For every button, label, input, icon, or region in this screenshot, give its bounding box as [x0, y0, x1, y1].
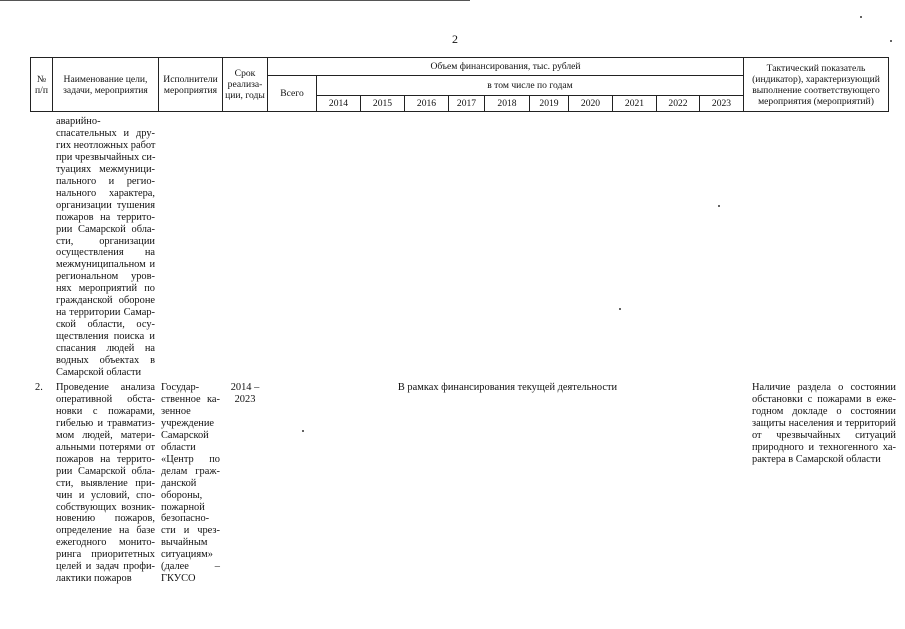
continuation-line: межмуниципальном и	[56, 259, 155, 271]
row2-executor-line: делам граж-	[161, 465, 220, 477]
header-year: 2016	[405, 96, 449, 112]
continuation-line: ществления поиска и	[56, 331, 155, 343]
continuation-line: сти, организации	[56, 235, 155, 247]
header-table	[30, 57, 889, 112]
row2-indicator-line: защиты населения и территорий	[752, 417, 896, 429]
continuation-line: водных объектах в	[56, 355, 155, 367]
row2-name-line: собствующих возник-	[56, 501, 155, 513]
header-indicator: Тактический показатель (индикатор), характеризующий выполнение соответствующего мероприятия (мероприятий)	[744, 58, 889, 112]
continuation-line: аварийно-	[56, 116, 101, 127]
row2-executor-line: ситуациям»	[161, 549, 213, 561]
scan-speck	[718, 205, 720, 207]
scan-speck	[302, 430, 304, 432]
row2-name-line: гибелью и травматиз-	[56, 417, 155, 429]
header-financing: Объем финансирования, тыс. рублей	[268, 58, 744, 76]
row2-indicator-line: рактера в Самарской области	[752, 453, 881, 465]
row2-indicator	[752, 382, 896, 466]
row2-executor-line: ственное ка-	[161, 393, 220, 405]
header-year: 2014	[317, 96, 361, 112]
row2-name-line: альными потерями от	[56, 441, 155, 453]
row2-executor-line: пожарной	[161, 501, 205, 513]
header-year: 2019	[530, 96, 569, 112]
continuation-text	[56, 116, 155, 379]
header-name: Наименование цели, задачи, мероприятия	[53, 58, 159, 112]
row2-executor-line: ГКУСО	[161, 573, 196, 585]
scan-speck	[619, 308, 621, 310]
row2-name-line: определение на базе	[56, 525, 155, 537]
header-term: Срок реализа-ции, годы	[223, 58, 268, 112]
scan-speck	[860, 16, 862, 18]
continuation-line: спасательных и дру-	[56, 127, 155, 139]
continuation-line: нального характера,	[56, 187, 155, 199]
header-num: № п/п	[31, 58, 53, 112]
row2-executor-line: данской	[161, 477, 197, 489]
continuation-line: пожаров на террито-	[56, 211, 155, 223]
continuation-line: организации тушения	[56, 199, 155, 211]
continuation-line: осуществления на	[56, 247, 155, 259]
continuation-line: нях мероприятий по	[56, 283, 155, 295]
row2-executor-line: зенное	[161, 405, 191, 417]
row2-name	[56, 382, 155, 585]
top-border-line	[0, 0, 470, 1]
row2-executor-line: вычайным	[161, 537, 208, 549]
continuation-line: при чрезвычайных си-	[56, 151, 156, 163]
header-executors: Исполнители мероприятия	[159, 58, 223, 112]
row2-executor-line: (далее –	[161, 561, 220, 573]
row2-executor-line: безопасно-	[161, 513, 210, 525]
continuation-line: туациях межмуници-	[56, 163, 155, 175]
row2-executor-line: обороны,	[161, 489, 203, 501]
row2-indicator-line: природного и техногенного ха-	[752, 441, 896, 453]
row2-indicator-line: от чрезвычайных ситуаций	[752, 429, 896, 441]
header-year: 2021	[613, 96, 657, 112]
header-year: 2023	[700, 96, 744, 112]
row2-executor-line: Государ-	[161, 382, 200, 393]
row2-name-line: рии Самарской обла-	[56, 465, 155, 477]
continuation-line: гражданской обороне	[56, 295, 155, 307]
page-number: 2	[452, 32, 458, 46]
continuation-line: пального и регио-	[56, 175, 155, 187]
row2-executor-line: «Центр по	[161, 453, 220, 465]
row2-indicator-line: Наличие раздела о состоянии	[752, 382, 896, 393]
scan-speck	[890, 40, 892, 42]
row2-financing: В рамках финансирования текущей деятельности	[397, 382, 618, 393]
continuation-line: Самарской области	[56, 367, 142, 379]
header-year: 2022	[657, 96, 700, 112]
continuation-line: региональном уров-	[56, 271, 155, 283]
continuation-line: спасания людей на	[56, 343, 155, 355]
row2-name-line: целей и задач профи-	[56, 561, 155, 573]
row2-name-line: ринга приоритетных	[56, 549, 155, 561]
continuation-line: ской области, осу-	[56, 319, 155, 331]
continuation-line: на территории Самар-	[56, 307, 155, 319]
row2-name-line: лактики пожаров	[56, 573, 132, 585]
row2-name-line: новки с пожарами,	[56, 405, 155, 417]
row2-name-line: сти, выявление при-	[56, 477, 155, 489]
header-year: 2017	[449, 96, 485, 112]
row2-name-line: новению пожаров,	[56, 513, 155, 525]
row2-executor-line: сти и чрез-	[161, 525, 220, 537]
row2-name-line: ежегодного монито-	[56, 537, 155, 549]
header-year: 2015	[361, 96, 405, 112]
continuation-line: гих неотложных работ	[56, 139, 156, 151]
header-by-years: в том числе по годам	[317, 76, 744, 96]
row2-name-line: чин и условий, спо-	[56, 489, 155, 501]
row2-executor-line: области	[161, 441, 196, 453]
row2-indicator-line: годном докладе о состоянии	[752, 405, 896, 417]
row2-number: 2.	[35, 382, 43, 393]
row2-name-line: мом людей, матери-	[56, 429, 155, 441]
header-year: 2018	[485, 96, 530, 112]
row2-name-line: Проведение анализа	[56, 382, 155, 393]
row2-name-line: оперативной обста-	[56, 393, 155, 405]
row2-term	[228, 382, 262, 406]
row2-name-line: пожаров на террито-	[56, 453, 155, 465]
row2-indicator-line: обстановки с пожарами в еже-	[752, 393, 896, 405]
row2-term-line: 2023	[234, 393, 256, 405]
continuation-line: рии Самарской обла-	[56, 223, 155, 235]
header-total: Всего	[268, 76, 317, 112]
row2-executors	[161, 382, 220, 585]
row2-term-line: 2014 –	[230, 382, 260, 393]
row2-executor-line: учреждение	[161, 417, 215, 429]
row2-executor-line: Самарской	[161, 429, 209, 441]
header-year: 2020	[569, 96, 613, 112]
